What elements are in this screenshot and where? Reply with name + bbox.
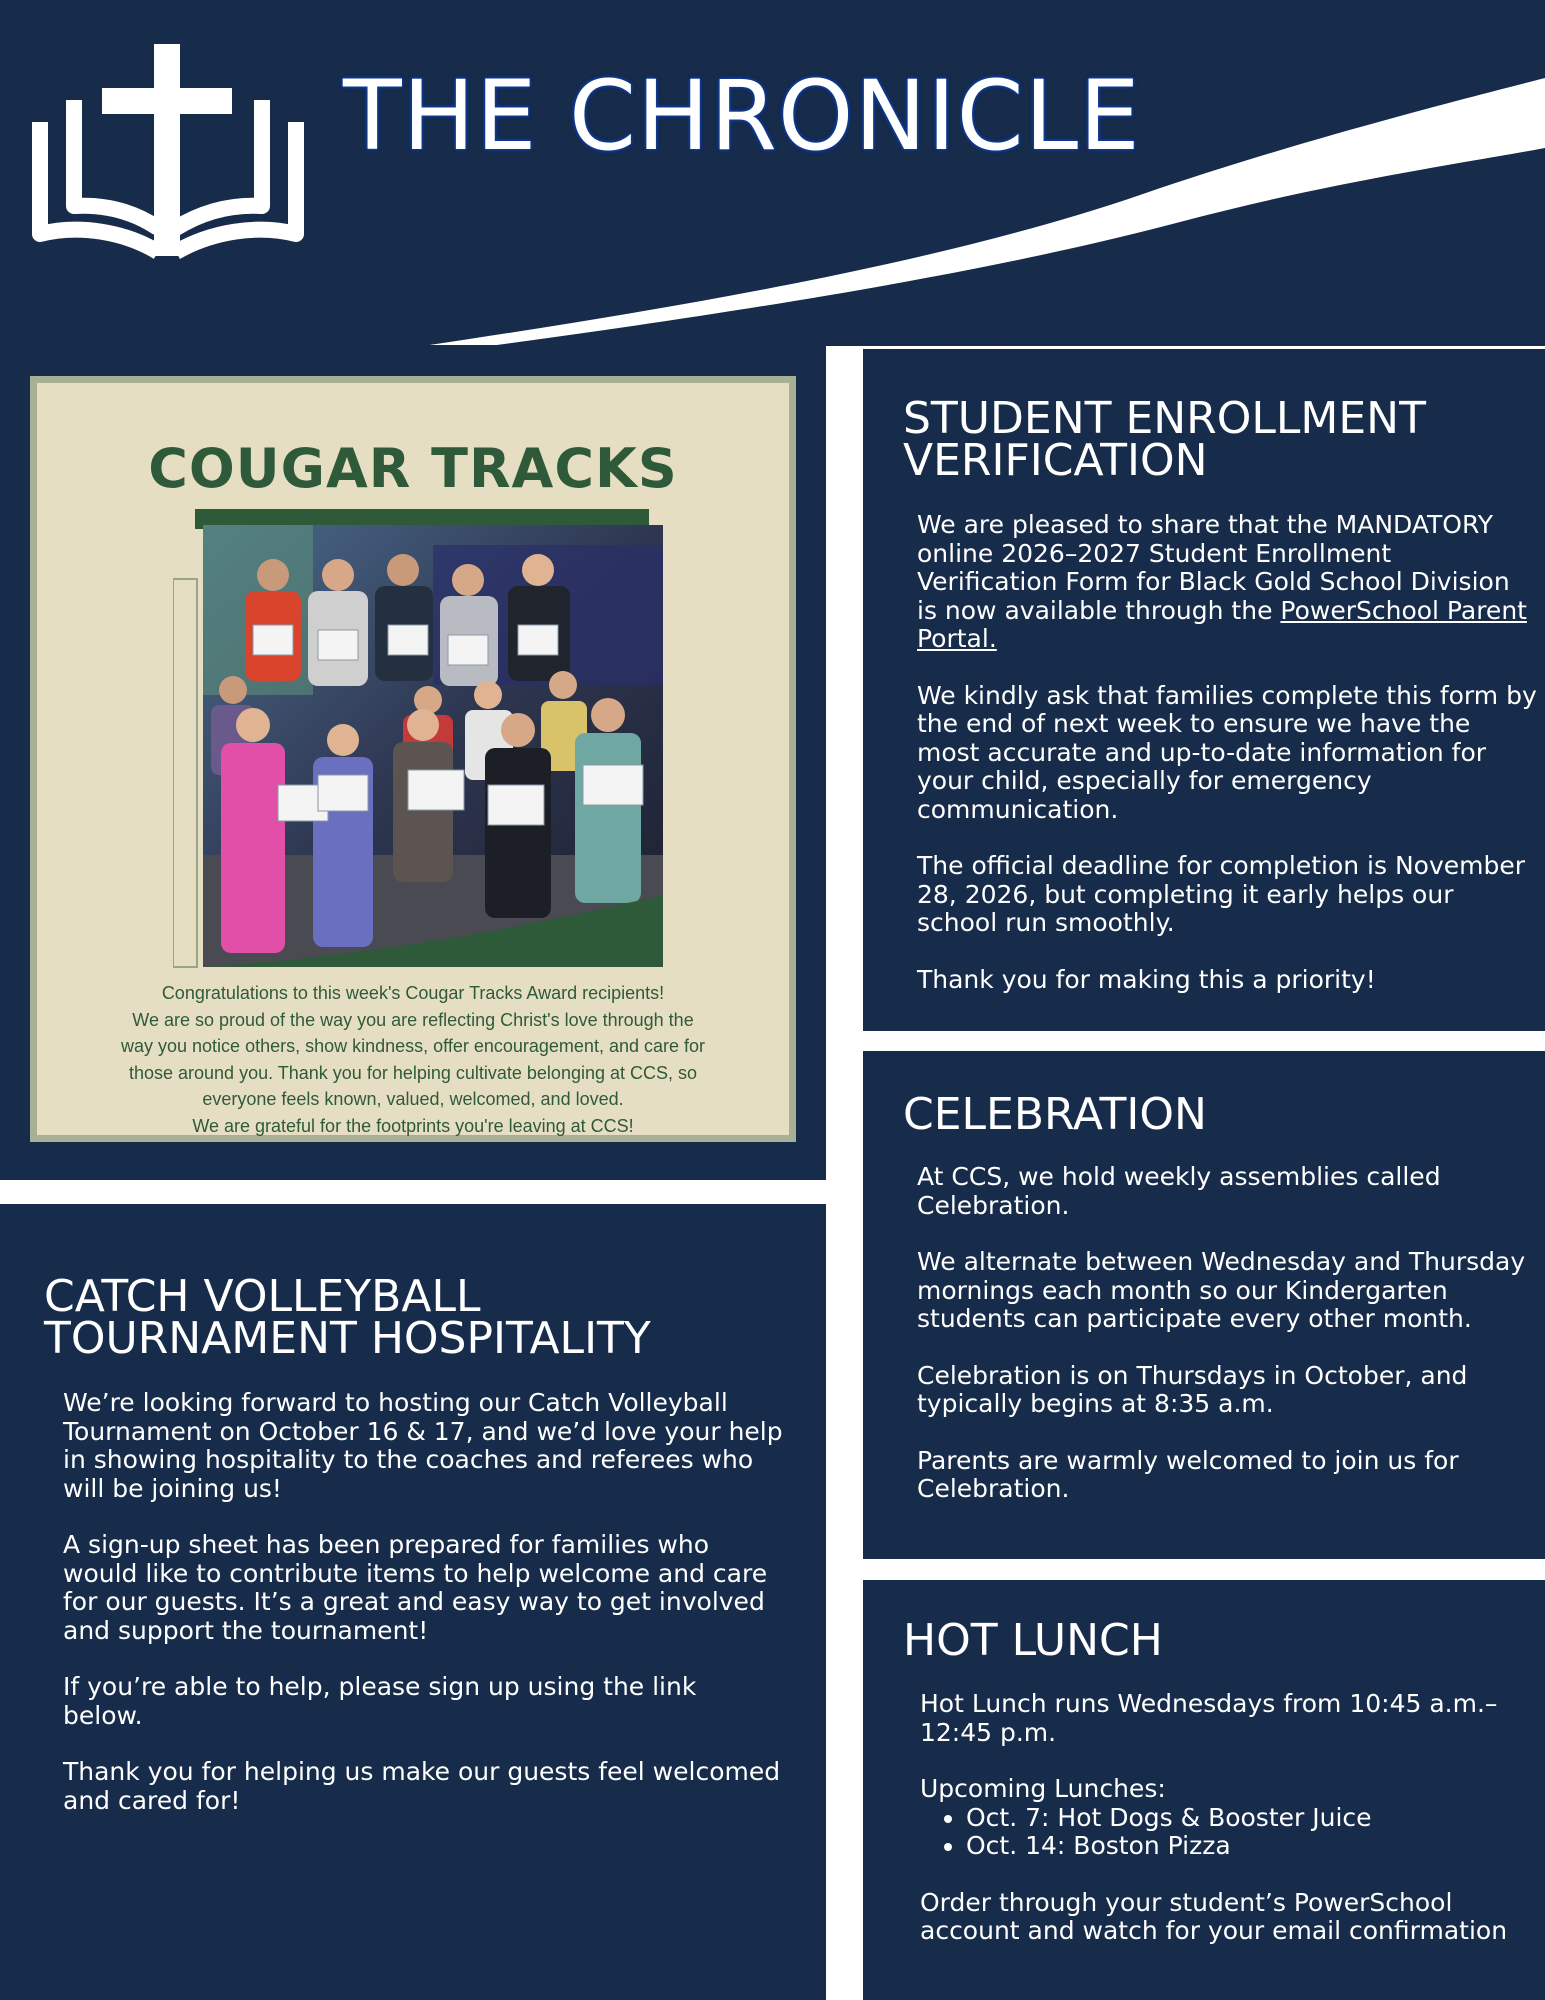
enrollment-paragraph-text: We are pleased to share that the MANDATORY online 2026–2027 Student Enrollment Verification Form for Black Gold School Division is now available through the [917, 510, 1510, 625]
volleyball-paragraph: If you’re able to help, please sign up using the link below. [63, 1672, 697, 1730]
powerschool-parent-portal-link[interactable]: PowerSchool Parent Portal. [917, 595, 1527, 653]
volleyball-paragraph: A sign-up sheet has been prepared for families who would like to contribute items to help welcome and care for our guests. It’s a great and easy way to get involved and support the tournament! [63, 1530, 768, 1645]
group-photo-award-recipients [203, 525, 663, 967]
caption-line: way you notice others, show kindness, offer encouragement, and care for [121, 1036, 705, 1056]
upcoming-lunches-label: Upcoming Lunches: [920, 1774, 1166, 1803]
celebration-paragraph: Parents are warmly welcomed to join us for Celebration. [917, 1445, 1459, 1503]
caption-line: We are grateful for the footprints you're leaving at CCS! [192, 1115, 634, 1136]
hot-lunch-title: HOT LUNCH [903, 1615, 1163, 1666]
celebration-paragraph: At CCS, we hold weekly assemblies called Celebration. [917, 1162, 1441, 1220]
celebration-body [917, 1163, 1537, 1504]
caption-line: everyone feels known, valued, welcomed, and loved. [202, 1089, 624, 1109]
enrollment-paragraph: We kindly ask that families complete this form by the end of next week to ensure we have the most accurate and up-to-date information for your child, especially for emergency communication. [917, 680, 1537, 824]
volleyball-body [63, 1389, 783, 1815]
cougar-tracks-caption [77, 980, 749, 1139]
cougar-tracks-card [30, 376, 796, 1142]
upcoming-lunches-list [920, 1804, 1520, 1861]
enrollment-title [903, 393, 1426, 486]
caption-line: those around you. Thank you for helping cultivate belonging at CCS, so [128, 1062, 698, 1083]
volleyball-paragraph: Thank you for helping us make our guests feel welcomed and cared for! [63, 1757, 781, 1815]
lunch-item: • Oct. 7: Hot Dogs & Booster Juice [966, 1804, 1520, 1833]
enrollment-title-line2: VERIFICATION [903, 435, 1208, 486]
volleyball-paragraph: We’re looking forward to hosting our Catch Volleyball Tournament on October 16 & 17, and we’d love your help in showing hospitality to the coaches and referees who will be joining us! [63, 1388, 783, 1503]
newsletter-title: THE CHRONICLE [343, 60, 1141, 172]
caption-line: We are so proud of the way you are reflecting Christ's love through the [132, 1009, 694, 1030]
hot-lunch-body [920, 1690, 1520, 1946]
hot-lunch-paragraph: Hot Lunch runs Wednesdays from 10:45 a.m.–12:45 p.m. [920, 1689, 1498, 1747]
hot-lunch-paragraph: Order through your student’s PowerSchool account and watch for your email confirmation [920, 1887, 1508, 1945]
caption-line: Congratulations to this week's Cougar Tracks Award recipients! [161, 983, 665, 1003]
volleyball-title-line2: TOURNAMENT HOSPITALITY [44, 1313, 651, 1364]
enrollment-paragraph: The official deadline for completion is November 28, 2026, but completing it early helps our school run smoothly. [917, 851, 1526, 937]
celebration-title: CELEBRATION [903, 1089, 1207, 1140]
lunch-item: • Oct. 14: Boston Pizza [966, 1832, 1520, 1861]
enrollment-paragraph: Thank you for making this a priority! [917, 964, 1376, 994]
enrollment-title-line1: STUDENT ENROLLMENT [903, 393, 1426, 444]
celebration-paragraph: We alternate between Wednesday and Thursday mornings each month so our Kindergarten students can participate every other month. [917, 1247, 1526, 1333]
celebration-paragraph: Celebration is on Thursdays in October, and typically begins at 8:35 a.m. [917, 1360, 1468, 1418]
volleyball-title [44, 1271, 651, 1364]
volleyball-title-line1: CATCH VOLLEYBALL [44, 1271, 481, 1322]
enrollment-paragraph [917, 511, 1537, 654]
cross-open-book-icon [30, 44, 306, 262]
enrollment-body [917, 511, 1537, 994]
cougar-tracks-title: COUGAR TRACKS [148, 437, 678, 500]
